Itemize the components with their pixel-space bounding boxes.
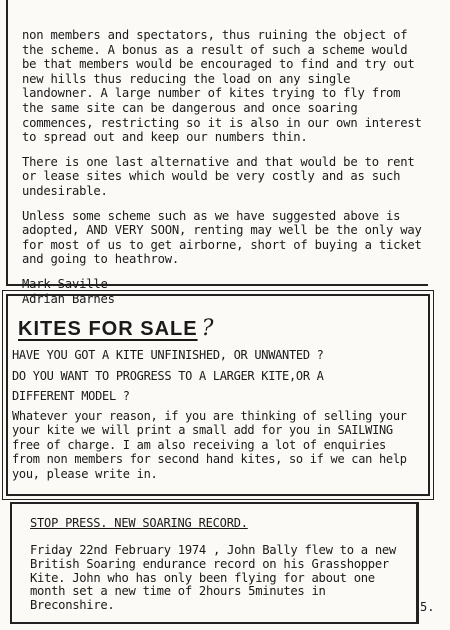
stop-press-heading: STOP PRESS. NEW SOARING RECORD. [30, 516, 248, 530]
stop-press-box [10, 502, 419, 624]
article-body [22, 28, 422, 306]
sale-question-1: HAVE YOU GOT A KITE UNFINISHED, OR UNWANTED ? [12, 348, 324, 362]
sale-body: Whatever your reason, if you are thinking of selling your your kite we will print a small add for you in SAILWING free of charge. I am also receiving a lot of enquiries from non members for second hand kites, so if we can help you, please write in. [12, 408, 407, 481]
sale-title [18, 316, 214, 341]
article-paragraph-2: There is one last alternative and that would be to rent or lease sites which would be very costly and as such undesirable. [22, 154, 415, 198]
signature-name-1: Mark Saville [22, 276, 108, 291]
sale-content [12, 348, 416, 481]
stop-press-body: Friday 22nd February 1974 , John Bally flew to a new British Soaring endurance record on his Grasshopper Kite. John who has only been flying for about one month set a new time of 2hours 5minutes in Breconshire. [30, 543, 396, 613]
signature-name-2: Adrian Barnes [22, 291, 115, 306]
page-number: 5. [420, 600, 435, 614]
sale-question-3: DIFFERENT MODEL ? [12, 389, 130, 403]
sale-title-question-mark: ? [201, 316, 215, 341]
article-box [6, 0, 428, 306]
article-paragraph-3: Unless some scheme such as we have suggested above is adopted, AND VERY SOON, renting may well be the only way for most of us to get airborne, short of buying a ticket and going to heathrow. [22, 208, 422, 267]
kites-for-sale-box [6, 291, 430, 496]
sale-question-2: DO YOU WANT TO PROGRESS TO A LARGER KITE,OR A [12, 368, 324, 383]
sale-title-text: KITES FOR SALE [18, 318, 198, 340]
article-paragraph-1: non members and spectators, thus ruining the object of the scheme. A bonus as a result of such a scheme would be that members would be encouraged to find and try out new hills thus reducing the load on any single landowner. A large number of kites trying to fly from the same site can be dangerous and once soaring commences, restricting so it is also in our own interest to spread out and keep our numbers thin. [22, 28, 422, 145]
